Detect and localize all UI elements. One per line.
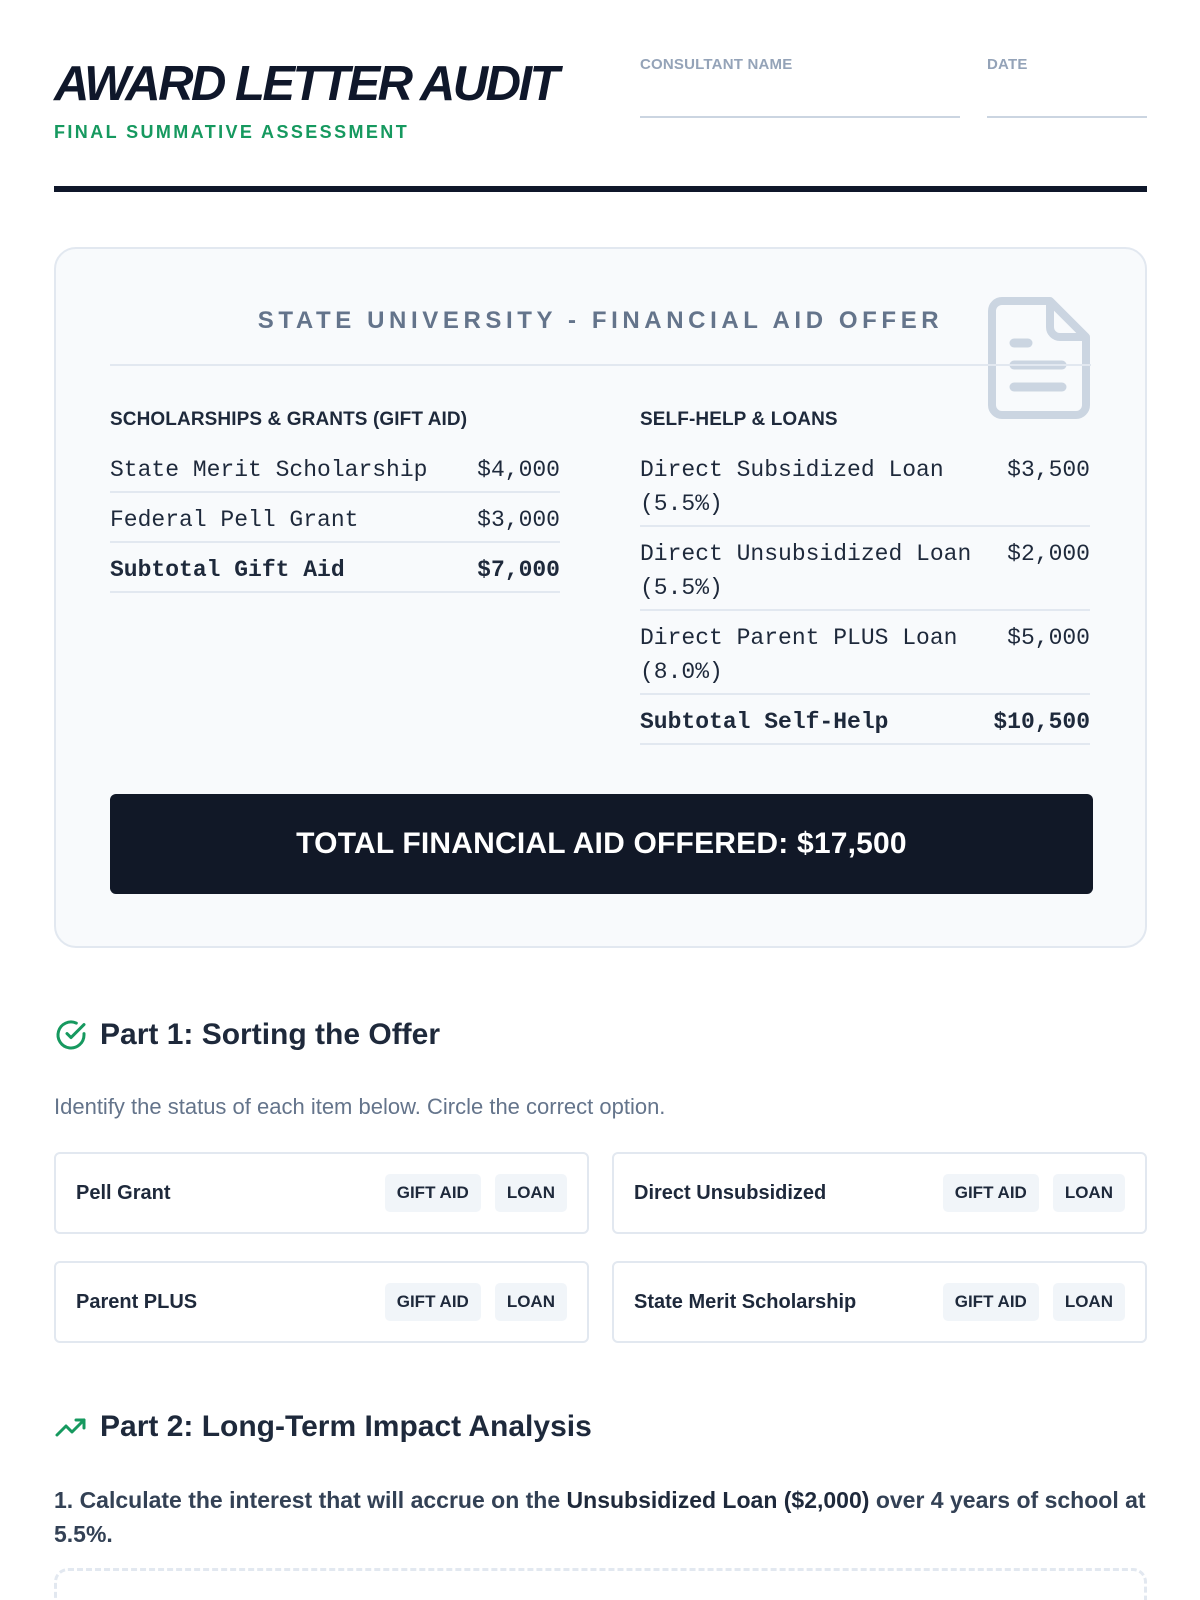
date-field[interactable] <box>987 56 1147 118</box>
gift-subtotal-amount: $7,000 <box>477 557 560 583</box>
offer-divider <box>110 364 1091 366</box>
gift-aid-option[interactable]: GIFT AID <box>385 1283 481 1321</box>
aid-offer-card <box>54 247 1147 948</box>
loans-subtotal-name: Subtotal Self-Help <box>640 709 889 735</box>
loan-row <box>640 621 1090 695</box>
loans-subtotal-amount: $10,500 <box>993 709 1090 735</box>
check-circle-icon <box>54 1018 88 1052</box>
question-1-prefix: 1. Calculate the interest that will accrue on the <box>54 1487 567 1513</box>
sort-item-label: Parent PLUS <box>76 1290 198 1313</box>
gift-aid-option[interactable]: GIFT AID <box>943 1174 1039 1212</box>
loan-row-name: Direct Subsidized Loan (5.5%) <box>640 457 944 517</box>
loan-row <box>640 453 1090 527</box>
question-1-suffix: over 4 years of school at 5.5%. <box>54 1487 1146 1547</box>
loan-row-amount: $2,000 <box>1007 541 1090 567</box>
loans-subtotal-row <box>640 705 1090 745</box>
page-subtitle: FINAL SUMMATIVE ASSESSMENT <box>54 122 410 142</box>
loans-column <box>640 409 1090 755</box>
gift-row-amount: $4,000 <box>477 457 560 483</box>
gift-subtotal-name: Subtotal Gift Aid <box>110 557 345 583</box>
sort-item-card <box>612 1261 1147 1343</box>
consultant-name-label: CONSULTANT NAME <box>640 56 793 73</box>
gift-aid-heading: SCHOLARSHIPS & GRANTS (GIFT AID) <box>110 409 468 430</box>
part1-heading <box>54 1018 440 1052</box>
gift-row-name: State Merit Scholarship <box>110 457 428 483</box>
loan-option[interactable]: LOAN <box>1053 1174 1125 1212</box>
page-title: AWARD LETTER AUDIT <box>54 57 558 111</box>
loan-row-name: Direct Unsubsidized Loan (5.5%) <box>640 541 972 601</box>
answer-box[interactable] <box>54 1568 1147 1600</box>
worksheet-page <box>54 0 1147 1547</box>
loan-row-amount: $5,000 <box>1007 625 1090 651</box>
sort-item-label: State Merit Scholarship <box>634 1290 857 1313</box>
part2-heading <box>54 1410 592 1444</box>
document-icon <box>988 297 1092 419</box>
loan-row-amount: $3,500 <box>1007 457 1090 483</box>
header <box>54 0 1147 194</box>
date-label: DATE <box>987 56 1028 73</box>
loan-row-name: Direct Parent PLUS Loan (8.0%) <box>640 625 958 685</box>
gift-row-name: Federal Pell Grant <box>110 507 359 533</box>
gift-row-amount: $3,000 <box>477 507 560 533</box>
gift-aid-option[interactable]: GIFT AID <box>385 1174 481 1212</box>
loan-option[interactable]: LOAN <box>1053 1283 1125 1321</box>
part2-title: Part 2: Long-Term Impact Analysis <box>100 1410 592 1443</box>
loans-heading: SELF-HELP & LOANS <box>640 409 838 430</box>
sort-item-card <box>54 1152 589 1234</box>
question-1 <box>54 1483 1147 1551</box>
loan-row <box>640 537 1090 611</box>
offer-title: STATE UNIVERSITY - FINANCIAL AID OFFER <box>257 307 944 334</box>
question-1-emphasis: Unsubsidized Loan ($2,000) <box>566 1487 870 1513</box>
gift-subtotal-row <box>110 553 560 593</box>
total-aid-banner: TOTAL FINANCIAL AID OFFERED: $17,500 <box>110 794 1093 894</box>
sort-item-label: Pell Grant <box>76 1181 171 1204</box>
gift-aid-column <box>110 409 560 603</box>
header-rule <box>54 186 1147 192</box>
trending-up-icon <box>54 1410 88 1444</box>
sort-item-card <box>612 1152 1147 1234</box>
part1-instructions: Identify the status of each item below. Circle the correct option. <box>54 1094 666 1119</box>
part1-title: Part 1: Sorting the Offer <box>100 1018 441 1051</box>
sort-item-card <box>54 1261 589 1343</box>
gift-row <box>110 453 560 493</box>
loan-option[interactable]: LOAN <box>495 1283 567 1321</box>
loan-option[interactable]: LOAN <box>495 1174 567 1212</box>
gift-row <box>110 503 560 543</box>
sort-item-label: Direct Unsubsidized <box>634 1181 827 1204</box>
gift-aid-option[interactable]: GIFT AID <box>943 1283 1039 1321</box>
consultant-name-field[interactable] <box>640 56 960 118</box>
